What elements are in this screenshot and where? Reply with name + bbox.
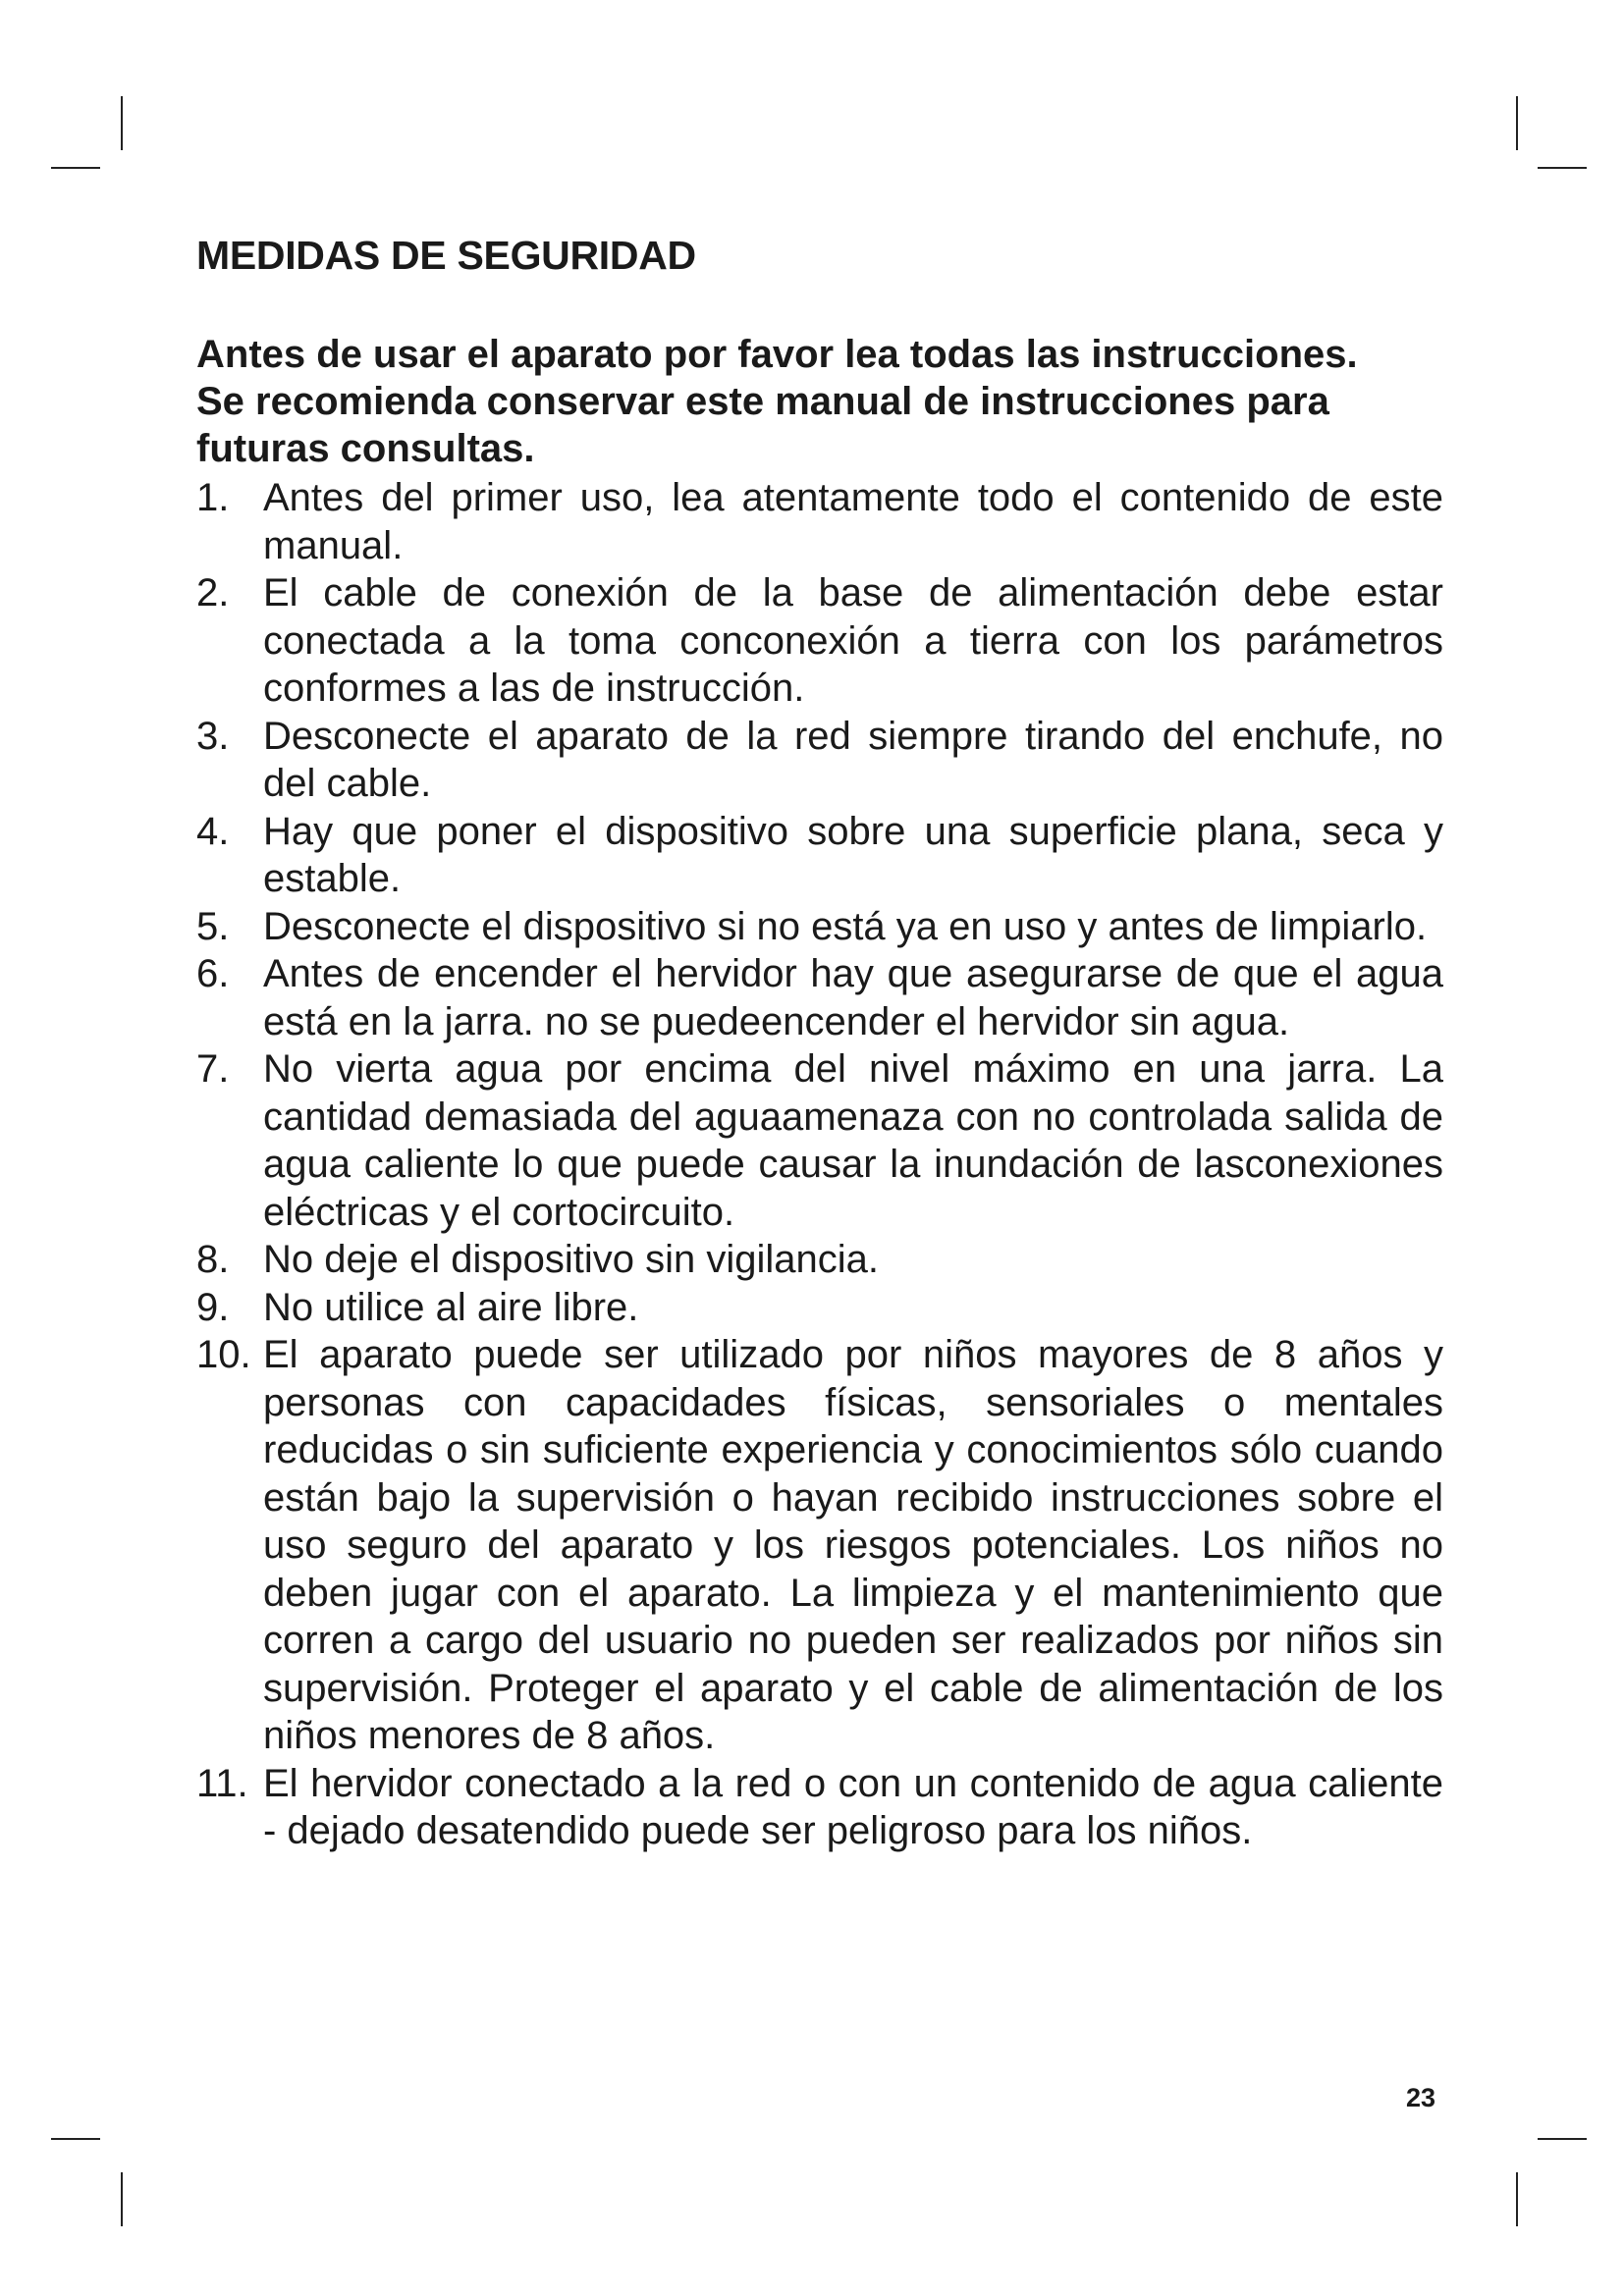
item-text: Antes de encender el hervidor hay que asegurarse de que el agua está en la jarra. no se puedeencender el hervidor sin agua. — [263, 952, 1443, 1043]
crop-mark — [1516, 2172, 1518, 2226]
list-item — [196, 808, 1443, 903]
item-text: El aparato puede ser utilizado por niños mayores de 8 años y personas con capacidades físicas, sensoriales o mentales reducidas o sin suficiente experiencia y conocimientos sólo cuando están bajo la supervisión o hayan recibido instrucciones sobre el uso seguro del aparato y los riesgos potenciales. Los niños no deben jugar con el aparato. La limpieza y el mantenimiento que corren a cargo del usuario no pueden ser realizados por niños sin supervisión. Proteger el aparato y el cable de alimentación de los niños menores de 8 años. — [263, 1333, 1443, 1757]
item-number: 5. — [196, 904, 230, 948]
crop-mark — [1538, 167, 1587, 169]
list-item — [196, 950, 1443, 1045]
intro-line: Antes de usar el aparato por favor lea todas las instrucciones. — [196, 333, 1358, 376]
list-item — [196, 474, 1443, 569]
intro-line: futuras consultas. — [196, 427, 535, 470]
item-number: 6. — [196, 952, 230, 995]
crop-mark — [1516, 96, 1518, 150]
safety-list — [196, 474, 1443, 1855]
item-text: No deje el dispositivo sin vigilancia. — [263, 1238, 879, 1281]
crop-mark — [51, 167, 100, 169]
item-number: 11. — [196, 1761, 248, 1805]
item-number: 10. — [196, 1333, 251, 1376]
intro-line: Se recomienda conservar este manual de instrucciones para — [196, 380, 1329, 423]
item-text: Antes del primer uso, lea atentamente todo el contenido de este manual. — [263, 476, 1443, 567]
section-heading: MEDIDAS DE SEGURIDAD — [196, 233, 696, 278]
crop-mark — [121, 2172, 123, 2226]
list-item — [196, 1045, 1443, 1236]
list-item — [196, 569, 1443, 713]
crop-mark — [121, 96, 123, 150]
list-item — [196, 1236, 1443, 1284]
item-number: 3. — [196, 714, 230, 758]
item-text: No vierta agua por encima del nivel máximo en una jarra. La cantidad demasiada del aguaamenaza con no controlada salida de agua caliente lo que puede causar la inundación de lasconexiones eléctricas y el cortocircuito. — [263, 1047, 1443, 1234]
item-text: El hervidor conectado a la red o con un contenido de agua caliente - dejado desatendido puede ser peligroso para los niños. — [263, 1761, 1443, 1852]
item-text: El cable de conexión de la base de alimentación debe estar conectada a la toma conconexión a tierra con los parámetros conformes a las de instrucción. — [263, 571, 1443, 710]
item-text: Hay que poner el dispositivo sobre una superficie plana, seca y estable. — [263, 809, 1443, 900]
item-text: Desconecte el dispositivo si no está ya en uso y antes de limpiarlo. — [263, 904, 1428, 948]
item-number: 1. — [196, 476, 230, 519]
crop-mark — [1538, 2138, 1587, 2140]
item-number: 7. — [196, 1047, 230, 1091]
intro-paragraph — [196, 331, 1443, 472]
list-item — [196, 1760, 1443, 1855]
crop-mark — [51, 2138, 100, 2140]
item-number: 2. — [196, 571, 230, 614]
item-number: 4. — [196, 809, 230, 853]
item-text: Desconecte el aparato de la red siempre tirando del enchufe, no del cable. — [263, 714, 1443, 805]
list-item — [196, 1284, 1443, 1332]
list-item — [196, 903, 1443, 951]
item-number: 8. — [196, 1238, 230, 1281]
list-item — [196, 1331, 1443, 1760]
list-item — [196, 713, 1443, 808]
item-text: No utilice al aire libre. — [263, 1285, 639, 1329]
item-number: 9. — [196, 1285, 230, 1329]
document-body — [196, 231, 1443, 1855]
page-number: 23 — [1405, 2083, 1435, 2112]
